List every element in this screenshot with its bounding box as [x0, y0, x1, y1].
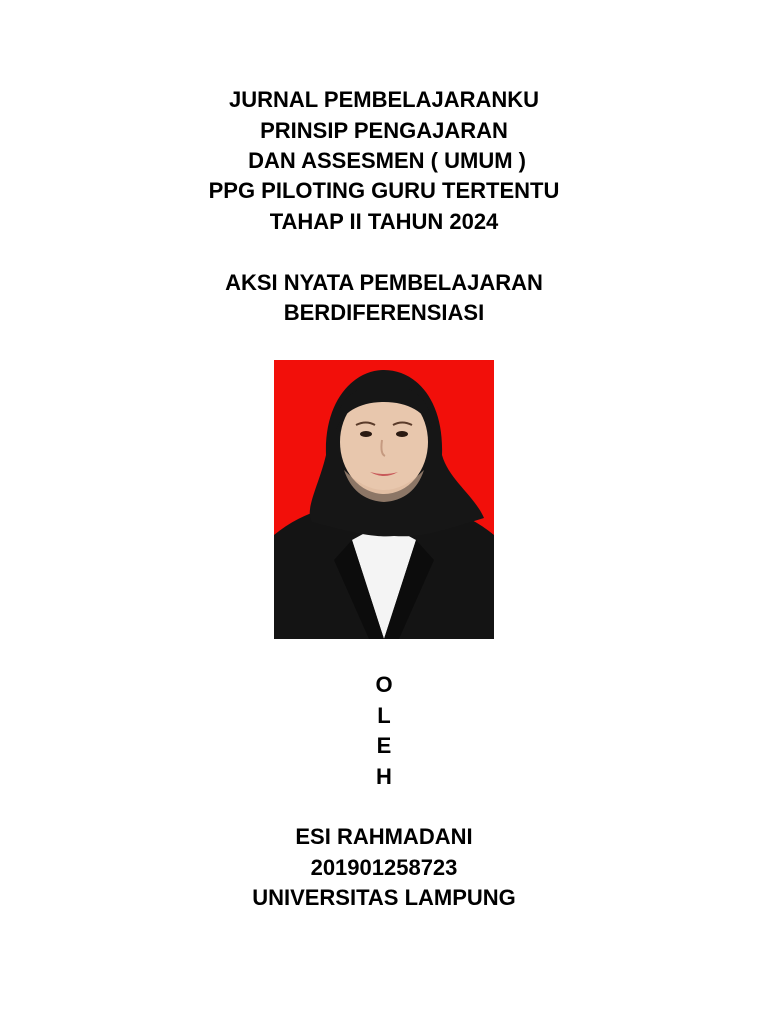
by-letter-e: E — [376, 733, 392, 758]
subtitle-line-1: AKSI NYATA PEMBELAJARAN — [225, 270, 543, 295]
by-letter-l: L — [377, 703, 391, 728]
title-line-4: PPG PILOTING GURU TERTENTU — [208, 178, 560, 203]
title-line-3: DAN ASSESMEN ( UMUM ) — [242, 148, 526, 173]
author-id-number: 201901258723 — [310, 855, 458, 880]
author-university: UNIVERSITAS LAMPUNG — [252, 885, 516, 910]
author-name: ESI RAHMADANI — [295, 824, 473, 849]
by-letter-h: H — [376, 764, 392, 789]
title-line-2: PRINSIP PENGAJARAN — [260, 118, 508, 143]
subtitle-line-2: BERDIFERENSIASI — [283, 300, 485, 325]
by-letter-o: O — [375, 672, 393, 697]
author-photo — [274, 360, 494, 639]
title-line-1: JURNAL PEMBELAJARANKU — [228, 87, 540, 112]
title-line-5: TAHAP II TAHUN 2024 — [269, 209, 499, 234]
